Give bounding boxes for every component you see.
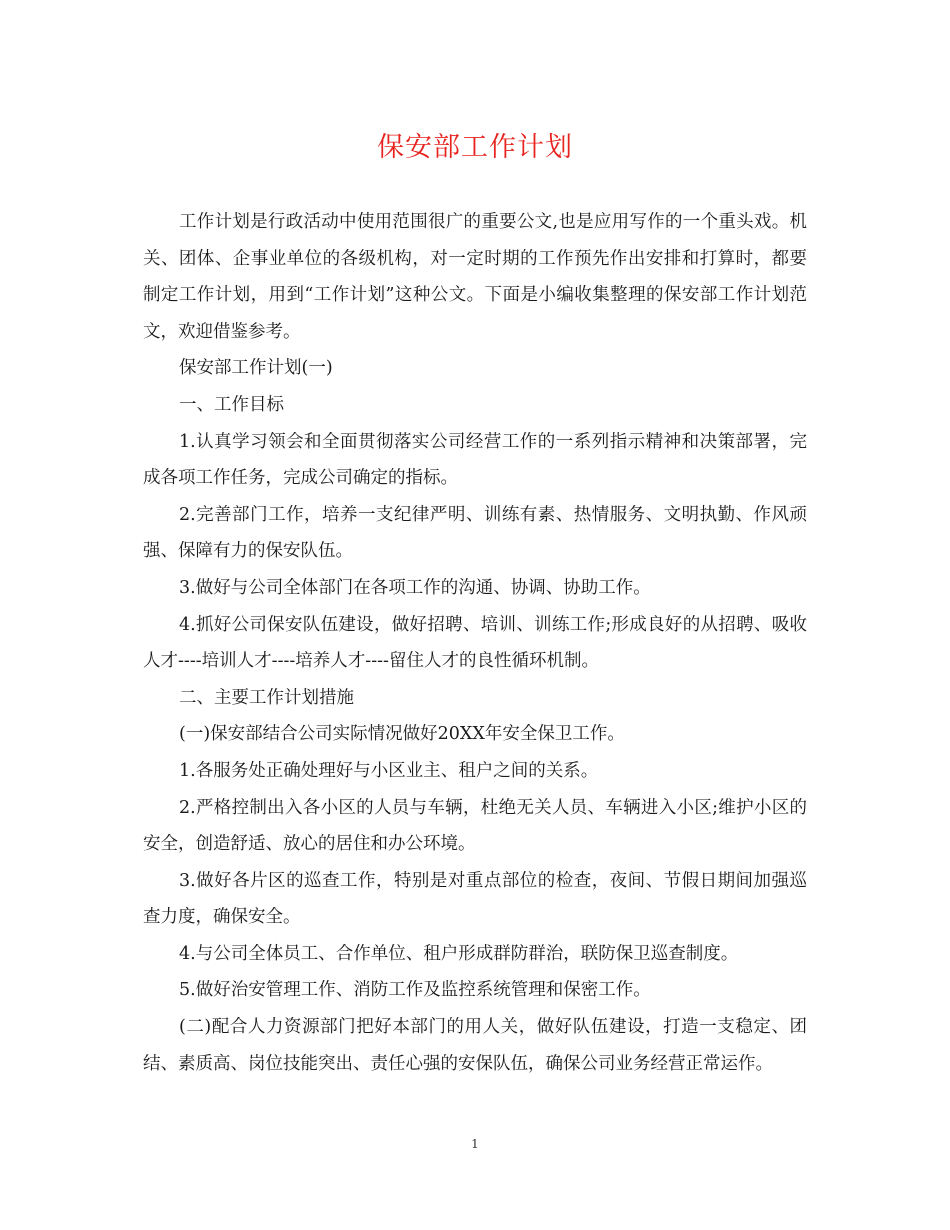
paragraph-measure-group-2: (二)配合人力资源部门把好本部门的用人关，做好队伍建设，打造一支稳定、团结、素质高、岗位技能突出、责任心强的安保队伍，确保公司业务经营正常运作。	[143, 1017, 807, 1074]
paragraph-measure-3: 3.做好各片区的巡查工作，特别是对重点部位的检查，夜间、节假日期间加强巡查力度，确保安全。	[143, 870, 807, 928]
paragraph-intro: 工作计划是行政活动中使用范围很广的重要公文,也是应用写作的一个重头戏。机关、团体、企事业单位的各级机构，对一定时期的工作预先作出安排和打算时，都要制定工作计划，用到“工作计划”这种公文。下面是小编收集整理的保安部工作计划范文，欢迎借鉴参考。	[143, 212, 807, 342]
paragraph-goal-3: 3.做好与公司全体部门在各项工作的沟通、协调、协助工作。	[179, 577, 651, 598]
paragraph-goals-heading: 一、工作目标	[179, 394, 284, 415]
paragraph-measure-group-1: (一)保安部结合公司实际情况做好20XX年安全保卫工作。	[179, 724, 625, 745]
paragraph-measure-2: 2.严格控制出入各小区的人员与车辆，杜绝无关人员、车辆进入小区;维护小区的安全，创造舒适、放心的居住和办公环境。	[143, 797, 807, 855]
paragraph-goal-2: 2.完善部门工作，培养一支纪律严明、训练有素、热情服务、文明执勤、作风顽强、保障有力的保安队伍。	[143, 504, 807, 562]
paragraph-goal-4: 4.抓好公司保安队伍建设，做好招聘、培训、训练工作;形成良好的从招聘、吸收人才----培训人才----培养人才----留住人才的良性循环机制。	[143, 614, 807, 672]
paragraph-goal-1: 1.认真学习领会和全面贯彻落实公司经营工作的一系列指示精神和决策部署，完成各项工作任务，完成公司确定的指标。	[143, 431, 807, 489]
paragraph-measures-heading: 二、主要工作计划措施	[179, 687, 354, 708]
paragraph-section-heading: 保安部工作计划(一)	[179, 358, 333, 379]
document-body	[143, 204, 807, 1082]
page-number: 1	[471, 1137, 479, 1151]
document-title: 保安部工作计划	[377, 132, 573, 163]
paragraph-measure-1: 1.各服务处正确处理好与小区业主、租户之间的关系。	[179, 760, 599, 781]
paragraph-measure-5: 5.做好治安管理工作、消防工作及监控系统管理和保密工作。	[179, 980, 651, 1001]
paragraph-measure-4: 4.与公司全体员工、合作单位、租户形成群防群治，联防保卫巡查制度。	[179, 943, 739, 964]
